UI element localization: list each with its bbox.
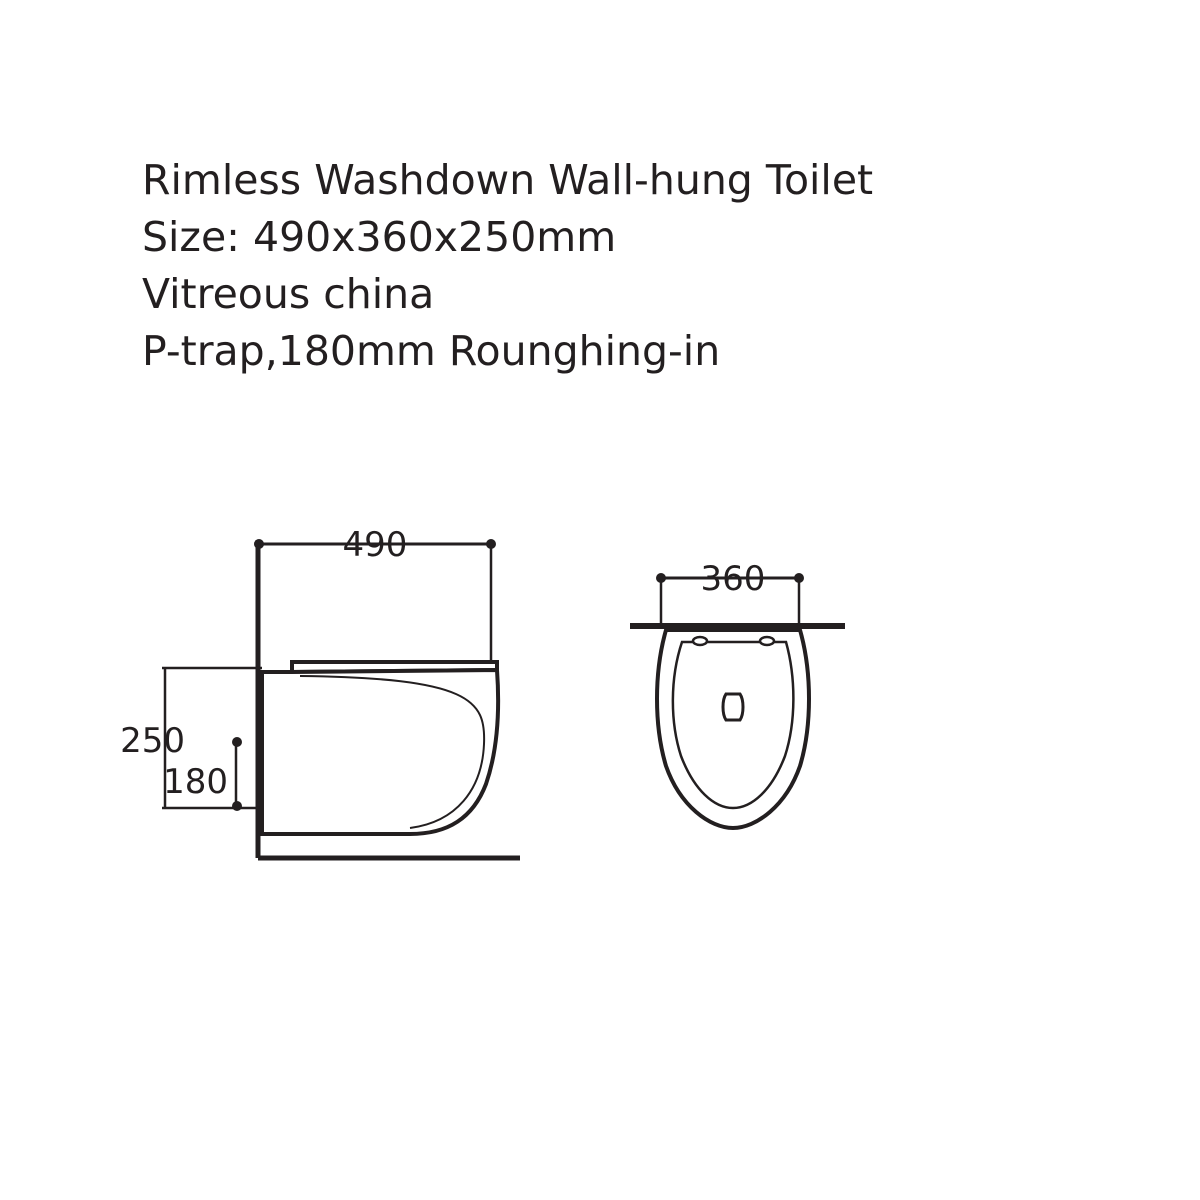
dim-dot-180-top: [232, 737, 242, 747]
fixing-hole-right: [760, 637, 774, 645]
dim-label-180: 180: [163, 762, 228, 802]
side-view-group: [120, 525, 520, 858]
dim-dot-490-left: [254, 539, 264, 549]
spec-line-title: Rimless Washdown Wall-hung Toilet: [142, 156, 874, 204]
dim-dot-180-bottom: [232, 801, 242, 811]
spec-line-size: Size: 490x360x250mm: [142, 213, 617, 261]
spec-line-material: Vitreous china: [142, 270, 435, 318]
dim-label-250: 250: [120, 721, 185, 761]
dim-label-360: 360: [700, 559, 766, 599]
toilet-bowl-profile: [262, 670, 498, 834]
fixing-hole-left: [693, 637, 707, 645]
plan-view-group: [630, 559, 845, 828]
flush-outlet: [723, 694, 743, 720]
plan-bowl-outline: [657, 630, 809, 828]
spec-line-trap: P-trap,180mm Rounghing-in: [142, 327, 721, 375]
dim-label-490: 490: [342, 525, 408, 565]
